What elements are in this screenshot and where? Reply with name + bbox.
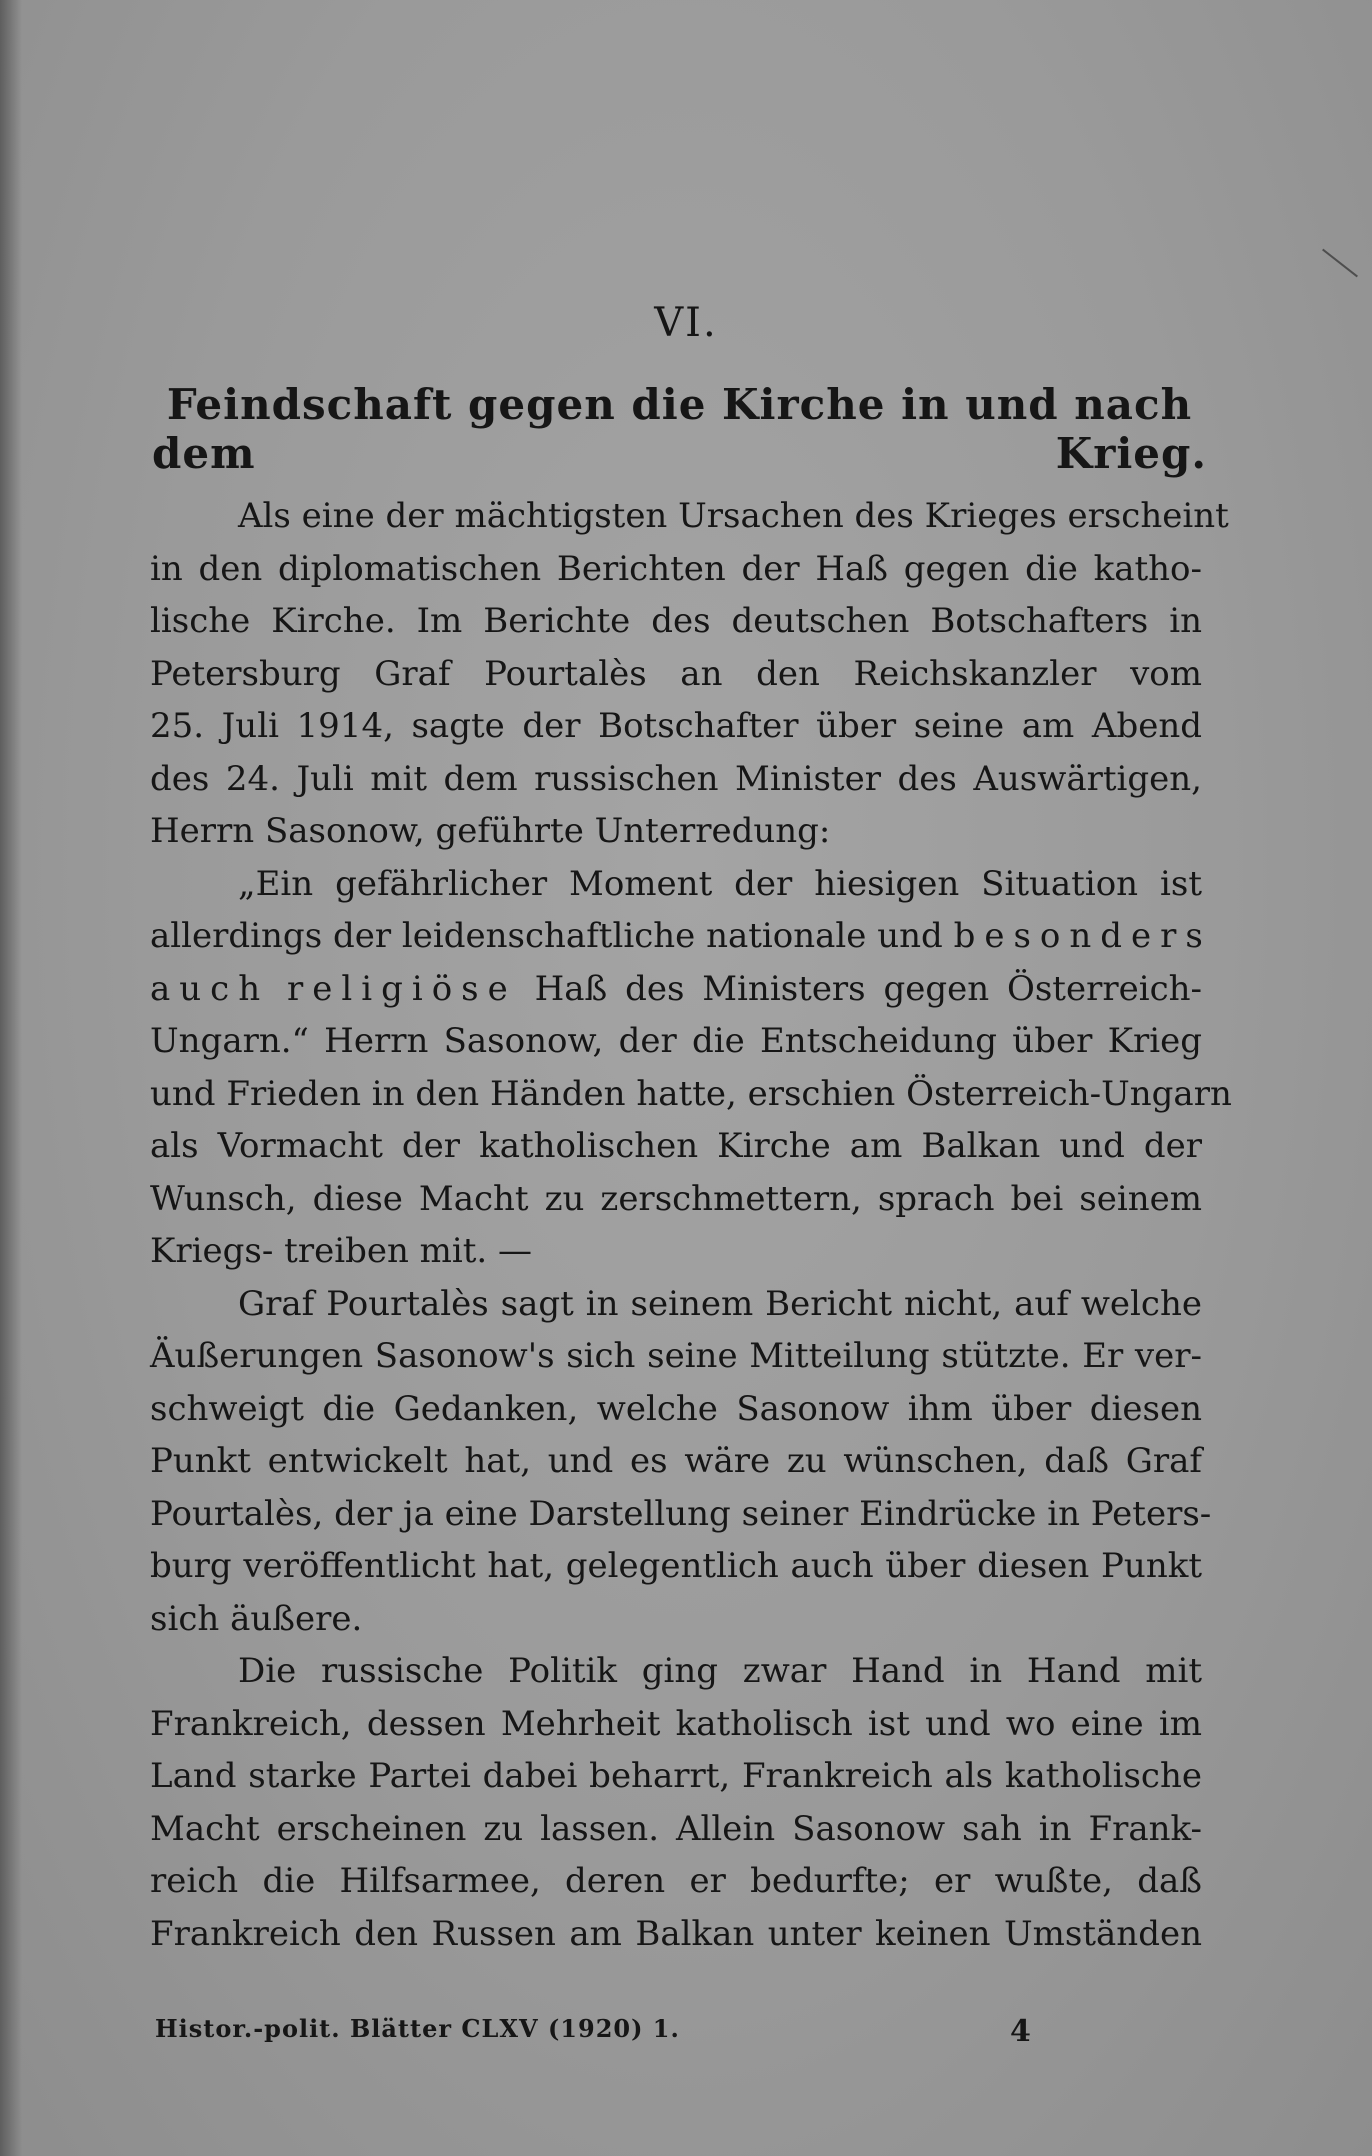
text-line: Graf Pourtalès sagt in seinem Bericht nicht, auf welche (238, 1283, 1202, 1324)
text-line: Macht erscheinen zu lassen. Allein Sasonow sah in Frank- (150, 1808, 1202, 1849)
text-line: als Vormacht der katholischen Kirche am Balkan und der (150, 1126, 1202, 1166)
text-line: Frankreich den Russen am Balkan unter keinen Umständen (150, 1913, 1202, 1954)
text-line: Ungarn.“ Herrn Sasonow, der die Entscheidung über Krieg (150, 1021, 1202, 1061)
page-footer (155, 2014, 1075, 2049)
text-line: und Frieden in den Händen hatte, erschien Österreich-Ungarn (150, 1073, 1232, 1114)
text-line: 25. Juli 1914, sagte der Botschafter über seine am Abend (150, 706, 1202, 746)
text-line: Petersburg Graf Pourtalès an den Reichskanzler vom (150, 653, 1202, 694)
text-line: Land starke Partei dabei beharrt, Frankreich als katholische (150, 1756, 1202, 1796)
chapter-number: VI. (654, 300, 718, 346)
text-line: Als eine der mächtigsten Ursachen des Krieges erscheint (238, 496, 1229, 536)
quote-line-part: Haß des Ministers gegen Österreich- (534, 968, 1203, 1009)
text-line: lische Kirche. Im Berichte des deutschen Botschafters in (150, 601, 1202, 641)
text-line: in den diplomatischen Berichten der Haß gegen die katho- (150, 548, 1202, 589)
page-number: 4 (1010, 2014, 1031, 2049)
text-line: schweigt die Gedanken, welche Sasonow ihm über diesen (150, 1388, 1202, 1429)
text-line: Herrn Sasonow, geführte Unterredung: (150, 811, 831, 851)
text-line: Pourtalès, der ja eine Darstellung seiner Eindrücke in Peters- (150, 1493, 1212, 1534)
text-line: sich äußere. (150, 1598, 363, 1639)
quote-line: „Ein gefährlicher Moment der hiesigen Situation ist (238, 863, 1202, 904)
text-line: burg veröffentlicht hat, gelegentlich auch über diesen Punkt (150, 1546, 1202, 1586)
quote-line-part: allerdings der leidenschaftliche nationale und (150, 916, 943, 956)
text-line: Frankreich, dessen Mehrheit katholisch ist und wo eine im (150, 1703, 1202, 1744)
quote-line (150, 910, 1212, 963)
spaced-word: besonders (953, 916, 1212, 956)
text-line: des 24. Juli mit dem russischen Minister des Auswärtigen, (150, 758, 1202, 799)
text-line: Punkt entwickelt hat, und es wäre zu wünschen, daß Graf (150, 1441, 1202, 1481)
text-line: reich die Hilfsarmee, deren er bedurfte; er wußte, daß (150, 1861, 1202, 1901)
body-text (150, 490, 1232, 1960)
spaced-word: religiöse (286, 968, 517, 1009)
spaced-word: auch (150, 968, 270, 1009)
text-line: Äußerungen Sasonow's sich seine Mitteilung stützte. Er ver- (150, 1336, 1202, 1376)
text-line: Die russische Politik ging zwar Hand in Hand mit (238, 1651, 1202, 1691)
signature-mark: Histor.-polit. Blätter CLXV (1920) 1. (155, 2014, 680, 2043)
chapter-title: Feindschaft gegen die Kirche in und nach dem Krieg. (152, 380, 1207, 478)
text-line: Wunsch, diese Macht zu zerschmettern, sprach bei seinem (150, 1178, 1202, 1219)
pencil-mark (1322, 249, 1358, 278)
quote-line (150, 963, 1202, 1016)
text-line: Kriegs- treiben mit. — (150, 1231, 533, 1271)
